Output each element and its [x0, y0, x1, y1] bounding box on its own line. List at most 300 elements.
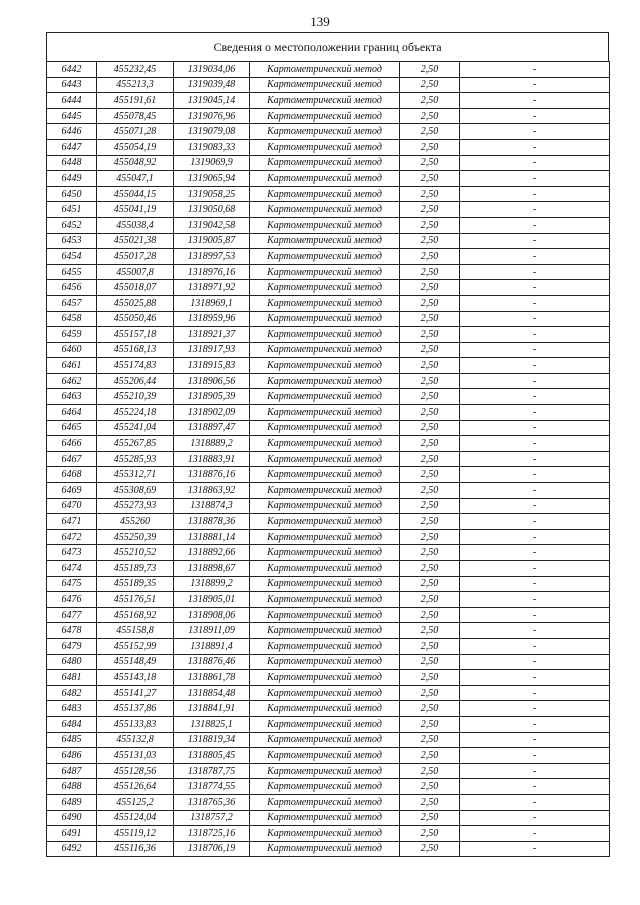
- table-row: [47, 794, 610, 810]
- y-coordinate-cell: 1318825,1: [174, 716, 250, 732]
- description-cell: -: [460, 638, 610, 654]
- point-number-cell: 6478: [47, 623, 97, 639]
- y-coordinate-cell: 1318908,06: [174, 607, 250, 623]
- method-cell: Картометрический метод: [250, 217, 400, 233]
- method-cell: Картометрический метод: [250, 841, 400, 857]
- point-number-cell: 6480: [47, 654, 97, 670]
- y-coordinate-cell: 1319039,48: [174, 77, 250, 93]
- method-cell: Картометрический метод: [250, 607, 400, 623]
- x-coordinate-cell: 455007,8: [97, 264, 174, 280]
- accuracy-cell: 2,50: [400, 139, 460, 155]
- table-row: [47, 779, 610, 795]
- y-coordinate-cell: 1318787,75: [174, 763, 250, 779]
- y-coordinate-cell: 1318969,1: [174, 295, 250, 311]
- table-row: [47, 295, 610, 311]
- x-coordinate-cell: 455224,18: [97, 405, 174, 421]
- accuracy-cell: 2,50: [400, 810, 460, 826]
- x-coordinate-cell: 455168,13: [97, 342, 174, 358]
- point-number-cell: 6481: [47, 670, 97, 686]
- x-coordinate-cell: 455168,92: [97, 607, 174, 623]
- y-coordinate-cell: 1318883,91: [174, 451, 250, 467]
- method-cell: Картометрический метод: [250, 358, 400, 374]
- description-cell: -: [460, 592, 610, 608]
- method-cell: Картометрический метод: [250, 280, 400, 296]
- x-coordinate-cell: 455210,52: [97, 545, 174, 561]
- point-number-cell: 6476: [47, 592, 97, 608]
- method-cell: Картометрический метод: [250, 514, 400, 530]
- description-cell: -: [460, 373, 610, 389]
- accuracy-cell: 2,50: [400, 701, 460, 717]
- description-cell: -: [460, 607, 610, 623]
- point-number-cell: 6458: [47, 311, 97, 327]
- x-coordinate-cell: 455250,39: [97, 529, 174, 545]
- method-cell: Картометрический метод: [250, 327, 400, 343]
- method-cell: Картометрический метод: [250, 233, 400, 249]
- description-cell: -: [460, 685, 610, 701]
- table-row: [47, 249, 610, 265]
- table-row: [47, 436, 610, 452]
- method-cell: Картометрический метод: [250, 483, 400, 499]
- method-cell: Картометрический метод: [250, 716, 400, 732]
- x-coordinate-cell: 455191,61: [97, 93, 174, 109]
- point-number-cell: 6446: [47, 124, 97, 140]
- table-row: [47, 186, 610, 202]
- y-coordinate-cell: 1318725,16: [174, 826, 250, 842]
- point-number-cell: 6443: [47, 77, 97, 93]
- x-coordinate-cell: 455021,38: [97, 233, 174, 249]
- x-coordinate-cell: 455038,4: [97, 217, 174, 233]
- method-cell: Картометрический метод: [250, 436, 400, 452]
- x-coordinate-cell: 455047,1: [97, 171, 174, 187]
- x-coordinate-cell: 455176,51: [97, 592, 174, 608]
- point-number-cell: 6483: [47, 701, 97, 717]
- accuracy-cell: 2,50: [400, 233, 460, 249]
- point-number-cell: 6457: [47, 295, 97, 311]
- accuracy-cell: 2,50: [400, 748, 460, 764]
- description-cell: -: [460, 124, 610, 140]
- accuracy-cell: 2,50: [400, 654, 460, 670]
- method-cell: Картометрический метод: [250, 498, 400, 514]
- description-cell: -: [460, 451, 610, 467]
- method-cell: Картометрический метод: [250, 701, 400, 717]
- point-number-cell: 6455: [47, 264, 97, 280]
- x-coordinate-cell: 455017,28: [97, 249, 174, 265]
- y-coordinate-cell: 1319069,9: [174, 155, 250, 171]
- description-cell: -: [460, 794, 610, 810]
- description-cell: -: [460, 716, 610, 732]
- description-cell: -: [460, 217, 610, 233]
- point-number-cell: 6479: [47, 638, 97, 654]
- accuracy-cell: 2,50: [400, 576, 460, 592]
- x-coordinate-cell: 455133,83: [97, 716, 174, 732]
- table-row: [47, 701, 610, 717]
- accuracy-cell: 2,50: [400, 342, 460, 358]
- method-cell: Картометрический метод: [250, 779, 400, 795]
- method-cell: Картометрический метод: [250, 62, 400, 78]
- x-coordinate-cell: 455148,49: [97, 654, 174, 670]
- method-cell: Картометрический метод: [250, 311, 400, 327]
- x-coordinate-cell: 455132,8: [97, 732, 174, 748]
- accuracy-cell: 2,50: [400, 451, 460, 467]
- accuracy-cell: 2,50: [400, 295, 460, 311]
- accuracy-cell: 2,50: [400, 327, 460, 343]
- method-cell: Картометрический метод: [250, 155, 400, 171]
- method-cell: Картометрический метод: [250, 249, 400, 265]
- x-coordinate-cell: 455157,18: [97, 327, 174, 343]
- method-cell: Картометрический метод: [250, 670, 400, 686]
- table-row: [47, 389, 610, 405]
- x-coordinate-cell: 455267,85: [97, 436, 174, 452]
- accuracy-cell: 2,50: [400, 794, 460, 810]
- description-cell: -: [460, 342, 610, 358]
- x-coordinate-cell: 455128,56: [97, 763, 174, 779]
- accuracy-cell: 2,50: [400, 732, 460, 748]
- y-coordinate-cell: 1318757,2: [174, 810, 250, 826]
- method-cell: Картометрический метод: [250, 794, 400, 810]
- accuracy-cell: 2,50: [400, 389, 460, 405]
- y-coordinate-cell: 1318997,53: [174, 249, 250, 265]
- point-number-cell: 6444: [47, 93, 97, 109]
- description-cell: -: [460, 264, 610, 280]
- method-cell: Картометрический метод: [250, 389, 400, 405]
- accuracy-cell: 2,50: [400, 171, 460, 187]
- x-coordinate-cell: 455273,93: [97, 498, 174, 514]
- table-row: [47, 171, 610, 187]
- table-row: [47, 638, 610, 654]
- accuracy-cell: 2,50: [400, 373, 460, 389]
- description-cell: -: [460, 670, 610, 686]
- point-number-cell: 6472: [47, 529, 97, 545]
- point-number-cell: 6450: [47, 186, 97, 202]
- accuracy-cell: 2,50: [400, 420, 460, 436]
- point-number-cell: 6477: [47, 607, 97, 623]
- point-number-cell: 6454: [47, 249, 97, 265]
- accuracy-cell: 2,50: [400, 202, 460, 218]
- section-title: Сведения о местоположении границ объекта: [46, 32, 609, 61]
- description-cell: -: [460, 327, 610, 343]
- method-cell: Картометрический метод: [250, 77, 400, 93]
- description-cell: -: [460, 249, 610, 265]
- method-cell: Картометрический метод: [250, 529, 400, 545]
- y-coordinate-cell: 1319050,68: [174, 202, 250, 218]
- point-number-cell: 6466: [47, 436, 97, 452]
- method-cell: Картометрический метод: [250, 108, 400, 124]
- table-row: [47, 483, 610, 499]
- y-coordinate-cell: 1318891,4: [174, 638, 250, 654]
- method-cell: Картометрический метод: [250, 467, 400, 483]
- accuracy-cell: 2,50: [400, 607, 460, 623]
- x-coordinate-cell: 455260: [97, 514, 174, 530]
- x-coordinate-cell: 455152,99: [97, 638, 174, 654]
- table-row: [47, 685, 610, 701]
- accuracy-cell: 2,50: [400, 685, 460, 701]
- table-row: [47, 405, 610, 421]
- x-coordinate-cell: 455048,92: [97, 155, 174, 171]
- accuracy-cell: 2,50: [400, 670, 460, 686]
- accuracy-cell: 2,50: [400, 529, 460, 545]
- y-coordinate-cell: 1318841,91: [174, 701, 250, 717]
- table-row: [47, 623, 610, 639]
- table-row: [47, 592, 610, 608]
- accuracy-cell: 2,50: [400, 264, 460, 280]
- point-number-cell: 6452: [47, 217, 97, 233]
- table-row: [47, 467, 610, 483]
- x-coordinate-cell: 455078,45: [97, 108, 174, 124]
- x-coordinate-cell: 455241,04: [97, 420, 174, 436]
- y-coordinate-cell: 1318911,09: [174, 623, 250, 639]
- accuracy-cell: 2,50: [400, 280, 460, 296]
- x-coordinate-cell: 455312,71: [97, 467, 174, 483]
- y-coordinate-cell: 1318874,3: [174, 498, 250, 514]
- x-coordinate-cell: 455137,86: [97, 701, 174, 717]
- x-coordinate-cell: 455124,04: [97, 810, 174, 826]
- point-number-cell: 6445: [47, 108, 97, 124]
- x-coordinate-cell: 455125,2: [97, 794, 174, 810]
- x-coordinate-cell: 455189,73: [97, 561, 174, 577]
- description-cell: -: [460, 108, 610, 124]
- table-row: [47, 358, 610, 374]
- x-coordinate-cell: 455206,44: [97, 373, 174, 389]
- description-cell: -: [460, 779, 610, 795]
- point-number-cell: 6459: [47, 327, 97, 343]
- table-row: [47, 77, 610, 93]
- accuracy-cell: 2,50: [400, 561, 460, 577]
- method-cell: Картометрический метод: [250, 638, 400, 654]
- y-coordinate-cell: 1319065,94: [174, 171, 250, 187]
- coordinates-table: [46, 61, 610, 857]
- point-number-cell: 6491: [47, 826, 97, 842]
- x-coordinate-cell: 455050,46: [97, 311, 174, 327]
- accuracy-cell: 2,50: [400, 249, 460, 265]
- point-number-cell: 6485: [47, 732, 97, 748]
- method-cell: Картометрический метод: [250, 561, 400, 577]
- x-coordinate-cell: 455116,36: [97, 841, 174, 857]
- point-number-cell: 6448: [47, 155, 97, 171]
- table-row: [47, 607, 610, 623]
- method-cell: Картометрический метод: [250, 420, 400, 436]
- method-cell: Картометрический метод: [250, 124, 400, 140]
- table-row: [47, 763, 610, 779]
- y-coordinate-cell: 1318892,66: [174, 545, 250, 561]
- description-cell: -: [460, 623, 610, 639]
- point-number-cell: 6453: [47, 233, 97, 249]
- accuracy-cell: 2,50: [400, 623, 460, 639]
- accuracy-cell: 2,50: [400, 467, 460, 483]
- y-coordinate-cell: 1318971,92: [174, 280, 250, 296]
- description-cell: -: [460, 748, 610, 764]
- x-coordinate-cell: 455308,69: [97, 483, 174, 499]
- accuracy-cell: 2,50: [400, 311, 460, 327]
- description-cell: -: [460, 93, 610, 109]
- point-number-cell: 6470: [47, 498, 97, 514]
- x-coordinate-cell: 455025,88: [97, 295, 174, 311]
- accuracy-cell: 2,50: [400, 155, 460, 171]
- method-cell: Картометрический метод: [250, 826, 400, 842]
- y-coordinate-cell: 1318899,2: [174, 576, 250, 592]
- point-number-cell: 6463: [47, 389, 97, 405]
- table-row: [47, 108, 610, 124]
- y-coordinate-cell: 1318898,67: [174, 561, 250, 577]
- description-cell: -: [460, 62, 610, 78]
- description-cell: -: [460, 202, 610, 218]
- description-cell: -: [460, 701, 610, 717]
- description-cell: -: [460, 763, 610, 779]
- y-coordinate-cell: 1318805,45: [174, 748, 250, 764]
- table-row: [47, 202, 610, 218]
- x-coordinate-cell: 455054,19: [97, 139, 174, 155]
- accuracy-cell: 2,50: [400, 124, 460, 140]
- x-coordinate-cell: 455071,28: [97, 124, 174, 140]
- table-row: [47, 327, 610, 343]
- y-coordinate-cell: 1318765,36: [174, 794, 250, 810]
- description-cell: -: [460, 436, 610, 452]
- point-number-cell: 6490: [47, 810, 97, 826]
- method-cell: Картометрический метод: [250, 186, 400, 202]
- y-coordinate-cell: 1318959,96: [174, 311, 250, 327]
- method-cell: Картометрический метод: [250, 405, 400, 421]
- table-row: [47, 93, 610, 109]
- point-number-cell: 6487: [47, 763, 97, 779]
- table-row: [47, 373, 610, 389]
- y-coordinate-cell: 1318881,14: [174, 529, 250, 545]
- description-cell: -: [460, 545, 610, 561]
- point-number-cell: 6467: [47, 451, 97, 467]
- y-coordinate-cell: 1318921,37: [174, 327, 250, 343]
- table-row: [47, 451, 610, 467]
- y-coordinate-cell: 1319076,96: [174, 108, 250, 124]
- table-row: [47, 420, 610, 436]
- x-coordinate-cell: 455174,83: [97, 358, 174, 374]
- description-cell: -: [460, 420, 610, 436]
- x-coordinate-cell: 455143,18: [97, 670, 174, 686]
- description-cell: -: [460, 810, 610, 826]
- table-row: [47, 280, 610, 296]
- x-coordinate-cell: 455141,27: [97, 685, 174, 701]
- accuracy-cell: 2,50: [400, 186, 460, 202]
- method-cell: Картометрический метод: [250, 451, 400, 467]
- method-cell: Картометрический метод: [250, 623, 400, 639]
- y-coordinate-cell: 1319079,08: [174, 124, 250, 140]
- y-coordinate-cell: 1319034,06: [174, 62, 250, 78]
- y-coordinate-cell: 1318863,92: [174, 483, 250, 499]
- y-coordinate-cell: 1318861,78: [174, 670, 250, 686]
- table-row: [47, 62, 610, 78]
- table-row: [47, 155, 610, 171]
- description-cell: -: [460, 155, 610, 171]
- method-cell: Картометрический метод: [250, 810, 400, 826]
- table-row: [47, 716, 610, 732]
- table-row: [47, 529, 610, 545]
- method-cell: Картометрический метод: [250, 763, 400, 779]
- table-row: [47, 654, 610, 670]
- description-cell: -: [460, 514, 610, 530]
- x-coordinate-cell: 455044,15: [97, 186, 174, 202]
- method-cell: Картометрический метод: [250, 264, 400, 280]
- x-coordinate-cell: 455232,45: [97, 62, 174, 78]
- description-cell: -: [460, 358, 610, 374]
- y-coordinate-cell: 1319005,87: [174, 233, 250, 249]
- y-coordinate-cell: 1318876,16: [174, 467, 250, 483]
- table-row: [47, 233, 610, 249]
- point-number-cell: 6469: [47, 483, 97, 499]
- description-cell: -: [460, 826, 610, 842]
- description-cell: -: [460, 561, 610, 577]
- y-coordinate-cell: 1318917,93: [174, 342, 250, 358]
- table-row: [47, 264, 610, 280]
- accuracy-cell: 2,50: [400, 483, 460, 499]
- description-cell: -: [460, 405, 610, 421]
- table-row: [47, 139, 610, 155]
- description-cell: -: [460, 295, 610, 311]
- accuracy-cell: 2,50: [400, 638, 460, 654]
- method-cell: Картометрический метод: [250, 592, 400, 608]
- description-cell: -: [460, 233, 610, 249]
- y-coordinate-cell: 1319058,25: [174, 186, 250, 202]
- y-coordinate-cell: 1318878,36: [174, 514, 250, 530]
- table-row: [47, 342, 610, 358]
- point-number-cell: 6460: [47, 342, 97, 358]
- point-number-cell: 6471: [47, 514, 97, 530]
- description-cell: -: [460, 841, 610, 857]
- x-coordinate-cell: 455041,19: [97, 202, 174, 218]
- description-cell: -: [460, 280, 610, 296]
- y-coordinate-cell: 1318706,19: [174, 841, 250, 857]
- description-cell: -: [460, 171, 610, 187]
- page-number: 139: [310, 14, 330, 29]
- method-cell: Картометрический метод: [250, 545, 400, 561]
- description-cell: -: [460, 311, 610, 327]
- x-coordinate-cell: 455131,03: [97, 748, 174, 764]
- y-coordinate-cell: 1319083,33: [174, 139, 250, 155]
- accuracy-cell: 2,50: [400, 514, 460, 530]
- method-cell: Картометрический метод: [250, 139, 400, 155]
- accuracy-cell: 2,50: [400, 841, 460, 857]
- y-coordinate-cell: 1318976,16: [174, 264, 250, 280]
- accuracy-cell: 2,50: [400, 716, 460, 732]
- description-cell: -: [460, 139, 610, 155]
- x-coordinate-cell: 455189,35: [97, 576, 174, 592]
- point-number-cell: 6447: [47, 139, 97, 155]
- accuracy-cell: 2,50: [400, 405, 460, 421]
- point-number-cell: 6473: [47, 545, 97, 561]
- method-cell: Картометрический метод: [250, 295, 400, 311]
- accuracy-cell: 2,50: [400, 217, 460, 233]
- point-number-cell: 6482: [47, 685, 97, 701]
- accuracy-cell: 2,50: [400, 545, 460, 561]
- accuracy-cell: 2,50: [400, 93, 460, 109]
- table-row: [47, 124, 610, 140]
- table-row: [47, 810, 610, 826]
- method-cell: Картометрический метод: [250, 373, 400, 389]
- point-number-cell: 6451: [47, 202, 97, 218]
- description-cell: -: [460, 467, 610, 483]
- description-cell: -: [460, 732, 610, 748]
- table-row: [47, 545, 610, 561]
- point-number-cell: 6462: [47, 373, 97, 389]
- table-row: [47, 670, 610, 686]
- coordinates-table-body: [47, 62, 610, 857]
- y-coordinate-cell: 1318897,47: [174, 420, 250, 436]
- y-coordinate-cell: 1318774,55: [174, 779, 250, 795]
- y-coordinate-cell: 1318905,01: [174, 592, 250, 608]
- accuracy-cell: 2,50: [400, 498, 460, 514]
- method-cell: Картометрический метод: [250, 171, 400, 187]
- y-coordinate-cell: 1318906,56: [174, 373, 250, 389]
- point-number-cell: 6474: [47, 561, 97, 577]
- table-row: [47, 732, 610, 748]
- table-row: [47, 311, 610, 327]
- x-coordinate-cell: 455210,39: [97, 389, 174, 405]
